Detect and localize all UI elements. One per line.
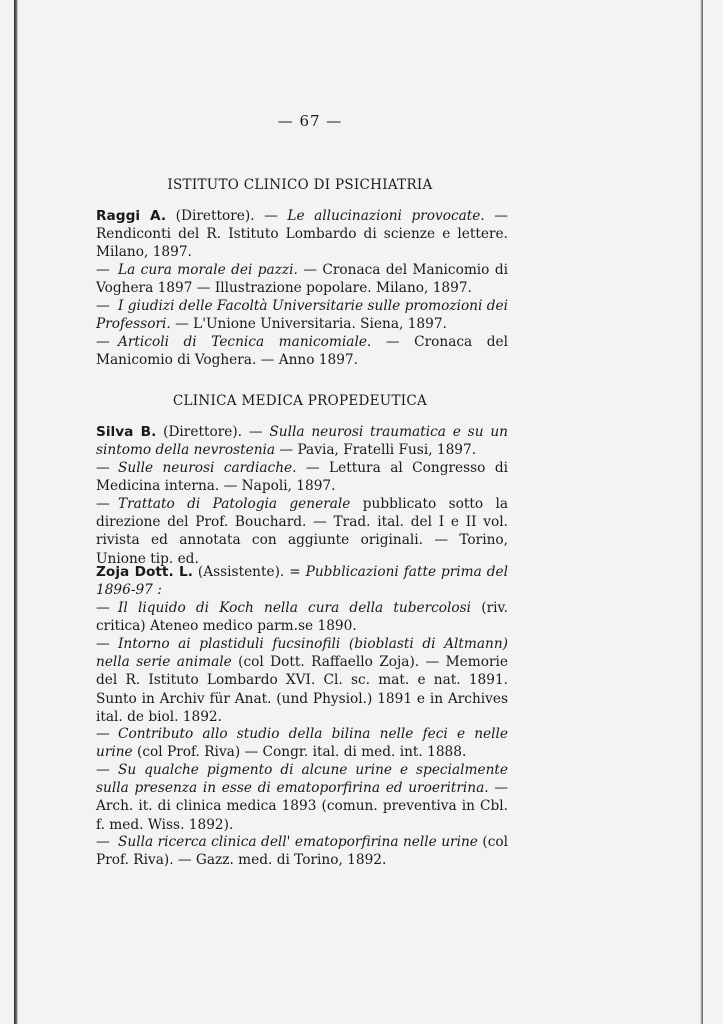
entry-title: Sulla neurosi traumatica e su un sintomo della nevrostenia — [96, 424, 508, 459]
entry-details: (col Prof. Riva) — Congr. ital. di med. int. 1888. — [132, 744, 467, 761]
bib-entry-raggi-2 — [96, 261, 508, 297]
entry-title: Intorno ai plastiduli fucsinofili (bioblasti di Altmann) nella serie animale — [96, 636, 508, 671]
author-name: Raggi A. — [96, 208, 167, 224]
entry-title: Su qualche pigmento di alcune urine e specialmente sulla presenza in esse di ematoporfirina ed uroeritrina. — [96, 762, 508, 797]
entry-dash: — — [96, 600, 110, 616]
entry-details: — L'Unione Universitaria. Siena, 1897. — [170, 316, 447, 333]
entry-dash: — — [96, 496, 110, 512]
entry-dash: — — [96, 334, 110, 350]
entry-details: pubblicato sotto la direzione del Prof. Bouchard. — Trad. ital. del I e II vol. rivista ed annotata con aggiunte originali. — Torino, Unione tip. ed. — [96, 496, 508, 567]
entry-title: Pubblicazioni fatte prima del 1896-97 : — [96, 564, 509, 599]
entry-details: (col Prof. Riva). — Gazz. med. di Torino, 1892. — [96, 834, 508, 869]
page-number: — 67 — — [277, 112, 343, 130]
entry-dash: — — [96, 726, 110, 742]
author-role: (Direttore). — — [156, 424, 270, 440]
scan-edge-right — [700, 0, 703, 1024]
entry-title: La cura morale dei pazzi. — [118, 262, 298, 278]
bib-entry-silva-3 — [96, 495, 508, 568]
entry-details: — Cronaca del Manicomio di Voghera. — Anno 1897. — [96, 334, 508, 369]
scan-edge-left — [14, 0, 18, 1024]
author-role: (Assistente). = — [192, 564, 306, 580]
entry-details: (col Dott. Raffaello Zoja). — Memorie del R. Istituto Lombardo XVI. Cl. sc. mat. e nat. 1891. Sunto in Archiv für Anat. (und Physiol.) 1891 e in Archives ital. de biol. 1892. — [96, 654, 508, 725]
bib-entry-zoja-2 — [96, 635, 508, 726]
entry-details: — Rendiconti del R. Istituto Lombardo di scienze e lettere. Milano, 1897. — [96, 208, 508, 261]
entry-details: — Cronaca del Manicomio di Voghera 1897 — Illustrazione popolare. Milano, 1897. — [96, 262, 508, 297]
bib-entry-silva-2 — [96, 459, 508, 495]
bib-entry-zoja-header — [96, 563, 508, 599]
entry-dash: — — [96, 636, 110, 652]
bib-entry-zoja-1 — [96, 599, 508, 635]
entry-title: I giudizi delle Facoltà Universitarie sulle promozioni dei Professori. — [96, 298, 508, 333]
entry-title: Trattato di Patologia generale — [118, 496, 351, 512]
entry-title: Il liquido di Koch nella cura della tubercolosi — [118, 600, 472, 616]
entry-title: Sulle neurosi cardiache. — [118, 460, 297, 476]
entry-dash: — — [96, 460, 110, 476]
bib-entry-silva-1 — [96, 423, 508, 459]
bib-entry-zoja-5 — [96, 833, 508, 869]
author-name: Silva B. — [96, 424, 157, 440]
author-role: (Direttore). — — [166, 208, 288, 224]
bib-entry-raggi-1 — [96, 207, 508, 262]
author-name: Zoja Dott. L. — [96, 564, 193, 580]
entry-title: Le allucinazioni provocate. — [287, 208, 485, 224]
entry-details: — Arch. it. di clinica medica 1893 (comun. preventiva in Cbl. f. med. Wiss. 1892). — [96, 780, 508, 833]
section-heading-psichiatria: ISTITUTO CLINICO DI PSICHIATRIA — [167, 177, 433, 193]
entry-title: Articoli di Tecnica manicomiale. — [118, 334, 372, 350]
entry-details: — Pavia, Fratelli Fusi, 1897. — [275, 442, 477, 459]
entry-title: Sulla ricerca clinica dell' ematoporfirina nelle urine — [118, 834, 478, 850]
bib-entry-raggi-4 — [96, 333, 508, 369]
entry-details: (riv. critica) Ateneo medico parm.se 1890. — [96, 600, 508, 635]
bib-entry-raggi-3 — [96, 297, 508, 333]
entry-dash: — — [96, 262, 110, 278]
bib-entry-zoja-4 — [96, 761, 508, 834]
entry-dash: — — [96, 762, 110, 778]
entry-dash: — — [96, 298, 110, 314]
bib-entry-zoja-3 — [96, 725, 508, 761]
entry-dash: — — [96, 834, 110, 850]
entry-details: — Lettura al Congresso di Medicina interna. — Napoli, 1897. — [96, 460, 508, 495]
entry-title: Contributo allo studio della bilina nelle feci e nelle urine — [96, 726, 508, 761]
section-heading-clinica-medica: CLINICA MEDICA PROPEDEUTICA — [172, 393, 428, 409]
